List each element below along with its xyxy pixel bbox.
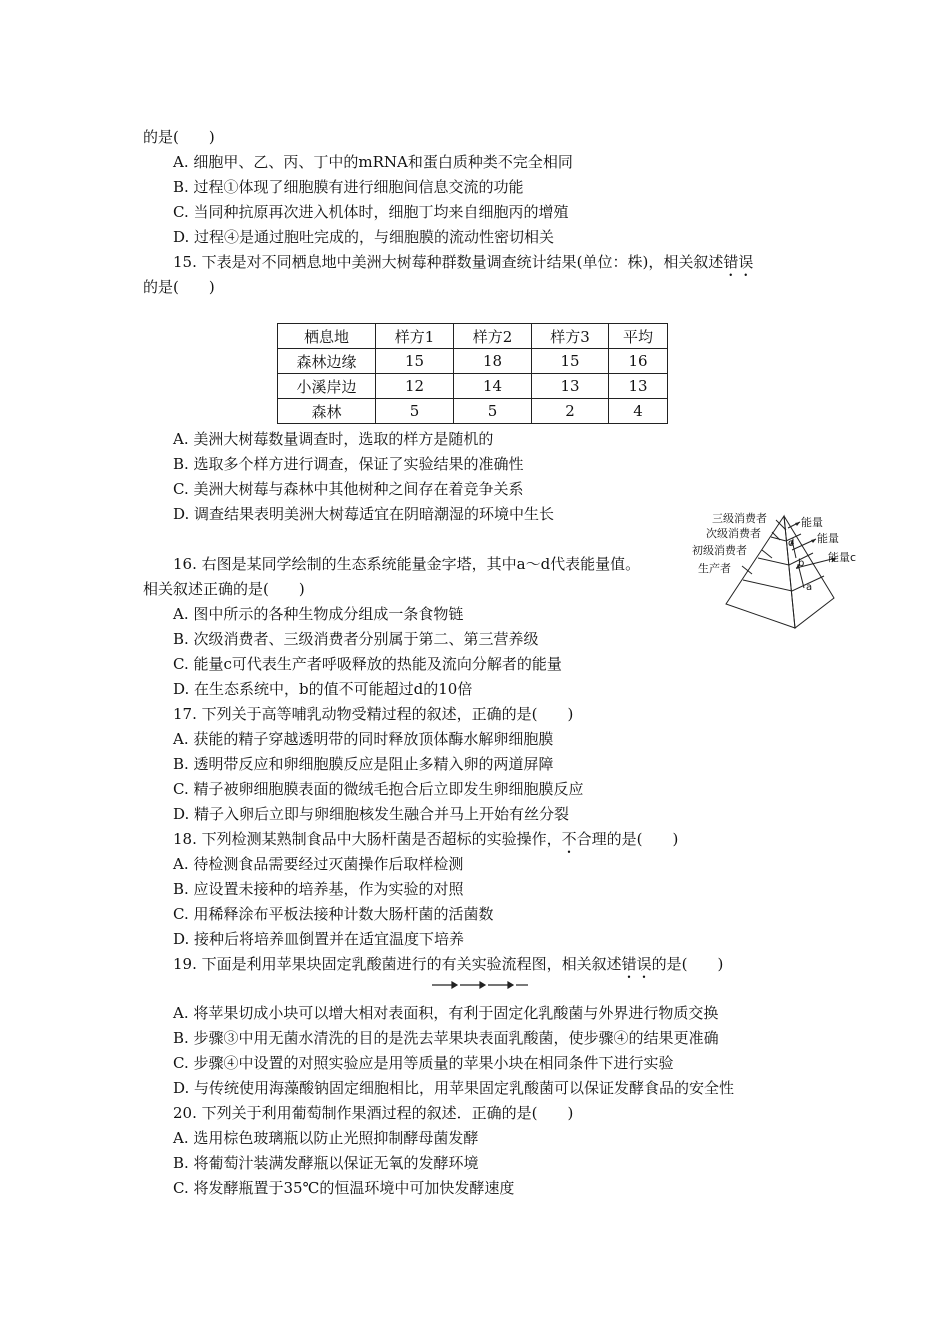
q15-survey-table <box>277 323 668 424</box>
label-a: a <box>806 582 813 593</box>
q18-stem: 18. 下列检测某熟制食品中大肠杆菌是否超标的实验操作，不合理的是( ) <box>173 830 679 848</box>
table-cell: 15 <box>376 349 454 374</box>
table-cell: 16 <box>609 349 668 374</box>
label-b: b <box>798 558 805 569</box>
flowchart-arrows <box>430 978 530 992</box>
q15-stem: 15. 下表是对不同栖息地中美洲大树莓种群数量调查统计结果(单位：株)，相关叙述错误 <box>173 253 754 271</box>
table-cell: 18 <box>454 349 532 374</box>
table-header-cell: 栖息地 <box>278 324 376 349</box>
q17-stem: 17. 下列关于高等哺乳动物受精过程的叙述，正确的是( ) <box>173 705 574 723</box>
table-cell: 14 <box>454 374 532 399</box>
table-header-cell: 样方2 <box>454 324 532 349</box>
label-tertiary-consumer: 三级消费者 <box>712 512 767 525</box>
q17-option-c: C. 精子被卵细胞膜表面的微绒毛抱合后立即发生卵细胞膜反应 <box>173 780 584 798</box>
q14-option-a: A. 细胞甲、乙、丙、丁中的mRNA和蛋白质种类不完全相同 <box>173 153 573 171</box>
q15-stem-tail: 的是( ) <box>143 278 215 296</box>
table-cell: 15 <box>532 349 609 374</box>
table-cell: 5 <box>454 399 532 424</box>
q14-option-d: D. 过程④是通过胞吐完成的，与细胞膜的流动性密切相关 <box>173 228 555 246</box>
q17-option-d: D. 精子入卵后立即与卵细胞核发生融合并马上开始有丝分裂 <box>173 805 570 823</box>
q15-option-b: B. 选取多个样方进行调查，保证了实验结果的准确性 <box>173 455 524 473</box>
energy-pyramid-figure <box>692 506 862 632</box>
label-energy-top: 能量 <box>801 516 823 529</box>
q19-option-d: D. 与传统使用海藻酸钠固定细胞相比，用苹果固定乳酸菌可以保证发酵食品的安全性 <box>173 1079 735 1097</box>
q18-option-d: D. 接种后将培养皿倒置并在适宜温度下培养 <box>173 930 465 948</box>
q20-option-b: B. 将葡萄汁装满发酵瓶以保证无氧的发酵环境 <box>173 1154 479 1172</box>
q17-option-a: A. 获能的精子穿越透明带的同时释放顶体酶水解卵细胞膜 <box>173 730 554 748</box>
table-header-cell: 平均 <box>609 324 668 349</box>
q14-stem-tail: 的是( ) <box>143 128 215 146</box>
q20-stem: 20. 下列关于利用葡萄制作果酒过程的叙述．正确的是( ) <box>173 1104 574 1122</box>
label-primary-consumer: 初级消费者 <box>692 544 747 557</box>
q14-option-c: C. 当同种抗原再次进入机体时，细胞丁均来自细胞丙的增殖 <box>173 203 569 221</box>
label-energy-middle: 能量 <box>817 532 839 545</box>
table-row <box>278 399 668 424</box>
table-cell: 5 <box>376 399 454 424</box>
table-cell: 森林 <box>278 399 376 424</box>
table-cell: 13 <box>532 374 609 399</box>
q16-stem-tail: 相关叙述正确的是( ) <box>143 580 305 598</box>
table-cell: 12 <box>376 374 454 399</box>
table-cell: 13 <box>609 374 668 399</box>
table-header-row <box>278 324 668 349</box>
q16-option-a: A. 图中所示的各种生物成分组成一条食物链 <box>173 605 464 623</box>
q14-option-b: B. 过程①体现了细胞膜有进行细胞间信息交流的功能 <box>173 178 524 196</box>
q20-option-a: A. 选用棕色玻璃瓶以防止光照抑制酵母菌发酵 <box>173 1129 479 1147</box>
table-cell: 4 <box>609 399 668 424</box>
q19-option-c: C. 步骤④中设置的对照实验应是用等质量的苹果小块在相同条件下进行实验 <box>173 1054 674 1072</box>
q16-option-c: C. 能量c可代表生产者呼吸释放的热能及流向分解者的能量 <box>173 655 562 673</box>
label-producer: 生产者 <box>698 562 731 575</box>
table-cell: 2 <box>532 399 609 424</box>
q19-option-b: B. 步骤③中用无菌水清洗的目的是洗去苹果块表面乳酸菌，使步骤④的结果更准确 <box>173 1029 719 1047</box>
table-header-cell: 样方1 <box>376 324 454 349</box>
table-row <box>278 374 668 399</box>
q19-option-a: A. 将苹果切成小块可以增大相对表面积，有利于固定化乳酸菌与外界进行物质交换 <box>173 1004 719 1022</box>
table-cell: 森林边缘 <box>278 349 376 374</box>
q18-option-b: B. 应设置未接种的培养基，作为实验的对照 <box>173 880 464 898</box>
q16-option-b: B. 次级消费者、三级消费者分别属于第二、第三营养级 <box>173 630 539 648</box>
q15-option-d: D. 调查结果表明美洲大树莓适宜在阴暗潮湿的环境中生长 <box>173 505 555 523</box>
q15-option-a: A. 美洲大树莓数量调查时，选取的样方是随机的 <box>173 430 494 448</box>
q20-option-c: C. 将发酵瓶置于35℃的恒温环境中可加快发酵速度 <box>173 1179 515 1197</box>
q16-option-d: D. 在生态系统中，b的值不可能超过d的10倍 <box>173 680 473 698</box>
q18-option-c: C. 用稀释涂布平板法接种计数大肠杆菌的活菌数 <box>173 905 494 923</box>
table-header-cell: 样方3 <box>532 324 609 349</box>
q19-stem: 19. 下面是利用苹果块固定乳酸菌进行的有关实验流程图，相关叙述错误的是( ) <box>173 955 724 973</box>
label-energy-c: 能量c <box>828 551 857 564</box>
q18-option-a: A. 待检测食品需要经过灭菌操作后取样检测 <box>173 855 464 873</box>
q15-option-c: C. 美洲大树莓与森林中其他树种之间存在着竞争关系 <box>173 480 524 498</box>
label-d: d <box>788 538 795 549</box>
table-cell: 小溪岸边 <box>278 374 376 399</box>
label-secondary-consumer: 次级消费者 <box>706 527 761 540</box>
q17-option-b: B. 透明带反应和卵细胞膜反应是阻止多精入卵的两道屏障 <box>173 755 554 773</box>
table-row <box>278 349 668 374</box>
q16-stem: 16. 右图是某同学绘制的生态系统能量金字塔，其中a～d代表能量值。 <box>173 555 641 573</box>
